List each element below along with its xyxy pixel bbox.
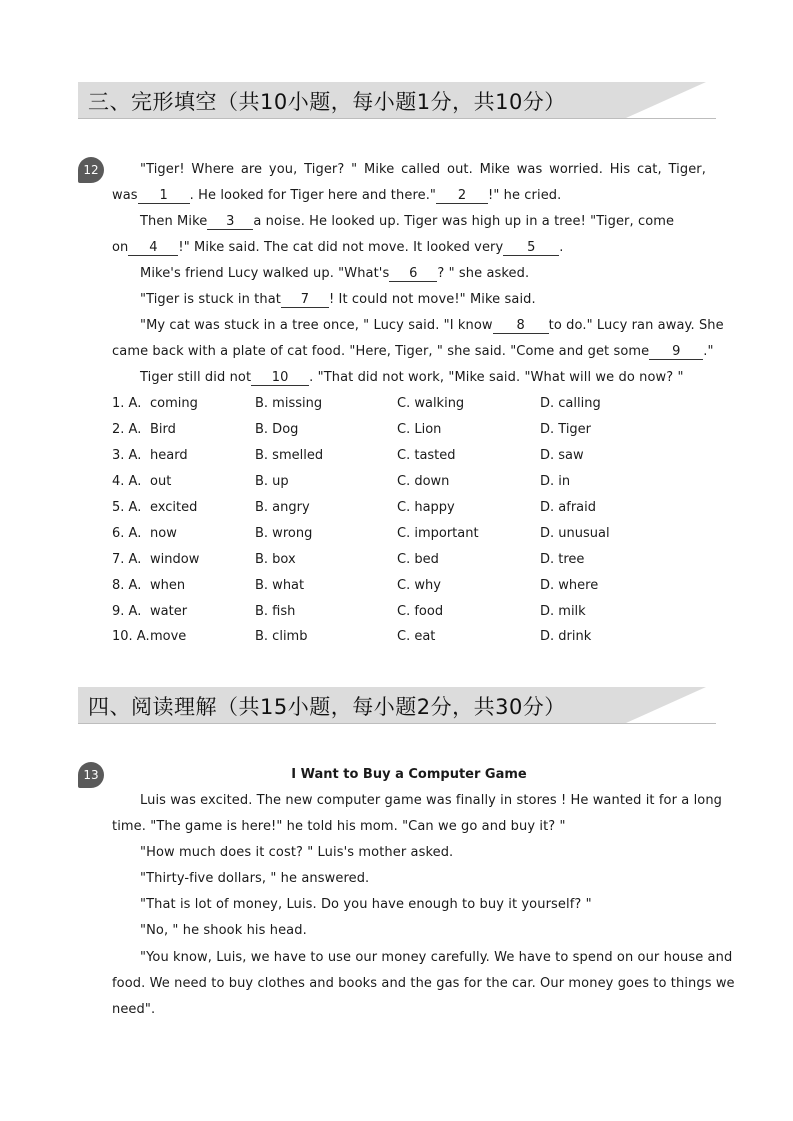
option-d: D. milk: [540, 604, 586, 619]
blank-3: 3: [207, 214, 253, 230]
option-a: water: [150, 604, 188, 619]
option-d: D. saw: [540, 448, 584, 463]
text: to do." Lucy ran away. She: [548, 318, 724, 333]
text: .": [703, 344, 714, 359]
blank-5: 5: [503, 240, 559, 256]
text: on: [112, 240, 129, 255]
text: came back with a plate of cat food. "Here, Tiger, " she said. "Come and get some: [112, 344, 650, 359]
text: .: [559, 240, 564, 255]
option-number: 1. A.: [112, 396, 142, 411]
section-4-title: 四、阅读理解（共15小题，每小题2分，共30分）: [88, 695, 566, 719]
option-b: B. wrong: [255, 526, 313, 541]
section-4-header: [78, 687, 716, 725]
section-3-header: [78, 82, 716, 120]
option-b: B. box: [255, 552, 296, 567]
option-a: window: [150, 552, 200, 567]
passage-line: "No, " he shook his head.: [140, 923, 307, 938]
option-c: C. bed: [397, 552, 439, 567]
text: was: [112, 188, 138, 203]
option-a: heard: [150, 448, 188, 463]
option-a: move: [150, 629, 187, 644]
blank-6: 6: [389, 266, 437, 282]
passage-line: [140, 369, 706, 387]
text: Mike's friend Lucy walked up. "What's: [140, 266, 390, 281]
passage-line: [112, 343, 714, 361]
option-d: D. Tiger: [540, 422, 592, 437]
header-rule: [78, 118, 716, 119]
text: ! It could not move!" Mike said.: [328, 292, 536, 307]
passage-line: need".: [112, 1002, 156, 1017]
passage-line: [112, 187, 706, 205]
passage-line: food. We need to buy clothes and books and the gas for the car. Our money goes to things we: [112, 976, 735, 991]
text: . "That did not work, "Mike said. "What will we do now? ": [309, 370, 684, 385]
text: "My cat was stuck in a tree once, " Lucy said. "I know: [140, 318, 493, 333]
option-c: C. Lion: [397, 422, 442, 437]
option-a: out: [150, 474, 172, 489]
option-number: 10. A.: [112, 629, 150, 644]
question-12-badge: 12: [78, 157, 104, 183]
text: Then Mike: [140, 214, 208, 229]
header-band-tip: [626, 687, 706, 723]
text: !" Mike said. The cat did not move. It looked very: [178, 240, 504, 255]
option-a: Bird: [150, 422, 176, 437]
question-13-badge: 13: [78, 762, 104, 788]
option-number: 5. A.: [112, 500, 142, 515]
text: . He looked for Tiger here and there.": [189, 188, 437, 203]
passage-line: "Tiger! Where are you, Tiger? " Mike called out. Mike was worried. His cat, Tiger,: [140, 162, 706, 177]
option-number: 8. A.: [112, 578, 142, 593]
option-b: B. missing: [255, 396, 323, 411]
option-d: D. unusual: [540, 526, 610, 541]
option-b: B. Dog: [255, 422, 299, 437]
blank-2: 2: [436, 188, 488, 204]
option-c: C. walking: [397, 396, 465, 411]
option-b: B. angry: [255, 500, 310, 515]
option-c: C. important: [397, 526, 479, 541]
blank-1: 1: [138, 188, 190, 204]
blank-8: 8: [493, 318, 549, 334]
option-c: C. tasted: [397, 448, 456, 463]
blank-10: 10: [251, 370, 309, 386]
option-d: D. afraid: [540, 500, 596, 515]
header-band-tip: [626, 82, 706, 118]
passage-line: "Thirty-five dollars, " he answered.: [140, 871, 370, 886]
passage-line: "That is lot of money, Luis. Do you have enough to buy it yourself? ": [140, 897, 592, 912]
option-a: excited: [150, 500, 198, 515]
passage-title: I Want to Buy a Computer Game: [291, 767, 527, 782]
option-b: B. what: [255, 578, 305, 593]
text: ? " she asked.: [437, 266, 530, 281]
option-b: B. up: [255, 474, 289, 489]
option-c: C. down: [397, 474, 450, 489]
option-c: C. happy: [397, 500, 455, 515]
option-number: 4. A.: [112, 474, 142, 489]
option-d: D. tree: [540, 552, 585, 567]
section-3-title: 三、完形填空（共10小题，每小题1分，共10分）: [88, 90, 566, 114]
text: "Tiger is stuck in that: [140, 292, 281, 307]
passage-line: time. "The game is here!" he told his mom. "Can we go and buy it? ": [112, 819, 566, 834]
option-c: C. why: [397, 578, 441, 593]
blank-4: 4: [128, 240, 178, 256]
option-number: 2. A.: [112, 422, 142, 437]
header-rule: [78, 723, 716, 724]
passage-line: "You know, Luis, we have to use our money carefully. We have to spend on our house and: [140, 950, 733, 965]
option-number: 3. A.: [112, 448, 142, 463]
option-c: C. food: [397, 604, 444, 619]
option-d: D. in: [540, 474, 571, 489]
option-d: D. where: [540, 578, 599, 593]
option-number: 9. A.: [112, 604, 142, 619]
blank-9: 9: [649, 344, 703, 360]
option-b: B. fish: [255, 604, 296, 619]
text: !" he cried.: [488, 188, 562, 203]
passage-line: "How much does it cost? " Luis's mother asked.: [140, 845, 454, 860]
passage-line: [112, 239, 706, 257]
option-d: D. drink: [540, 629, 592, 644]
option-b: B. climb: [255, 629, 308, 644]
option-number: 6. A.: [112, 526, 142, 541]
option-number: 7. A.: [112, 552, 142, 567]
passage-line: [140, 317, 724, 335]
option-d: D. calling: [540, 396, 601, 411]
option-a: now: [150, 526, 177, 541]
passage-line: [140, 265, 706, 283]
passage-line: [140, 213, 706, 231]
blank-7: 7: [281, 292, 329, 308]
passage-line: Luis was excited. The new computer game was finally in stores ! He wanted it for a long: [140, 793, 723, 808]
option-c: C. eat: [397, 629, 436, 644]
option-a: coming: [150, 396, 198, 411]
text: Tiger still did not: [140, 370, 252, 385]
option-b: B. smelled: [255, 448, 324, 463]
option-a: when: [150, 578, 186, 593]
passage-line: [140, 291, 706, 309]
text: a noise. He looked up. Tiger was high up in a tree! "Tiger, come: [253, 214, 675, 229]
